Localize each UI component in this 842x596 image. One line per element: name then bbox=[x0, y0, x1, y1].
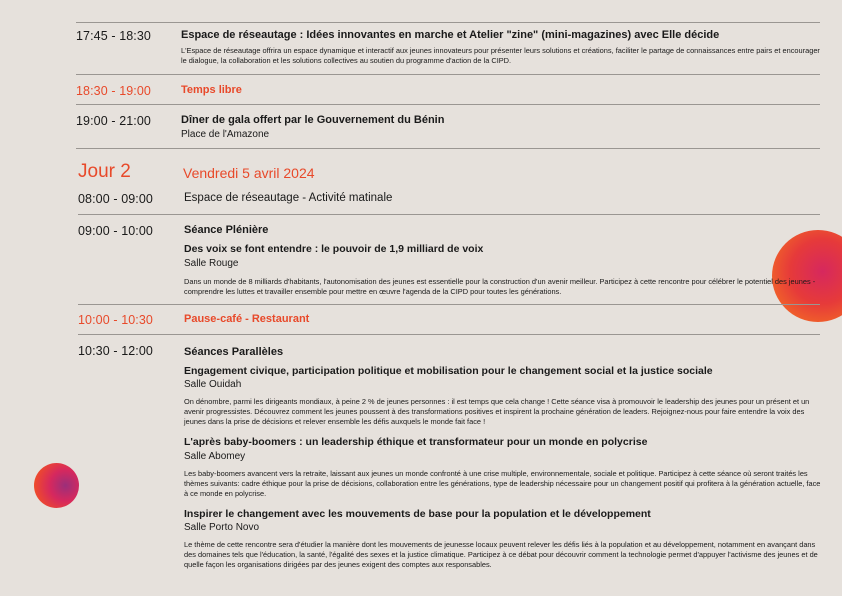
session-title: Temps libre bbox=[181, 84, 242, 96]
time-slot: 10:30 - 12:00 bbox=[78, 344, 153, 358]
session-title: Espace de réseautage - Activité matinale bbox=[184, 192, 393, 204]
divider bbox=[78, 334, 820, 335]
session-title: Dîner de gala offert par le Gouvernement du Bénin bbox=[181, 114, 445, 126]
divider bbox=[78, 214, 820, 215]
session-room: Salle Rouge bbox=[184, 258, 239, 269]
divider bbox=[76, 22, 820, 23]
decorative-gradient-circle-left bbox=[34, 463, 79, 508]
session-title: Séances Parallèles bbox=[184, 346, 284, 358]
time-slot: 18:30 - 19:00 bbox=[76, 84, 151, 98]
day-date: Vendredi 5 avril 2024 bbox=[183, 165, 315, 181]
parallel-session-title: L'après baby-boomers : un leadership éthique et transformateur pour un monde en polycrise bbox=[184, 436, 648, 448]
session-description: Dans un monde de 8 milliards d'habitants, l'autonomisation des jeunes est essentielle pour la construction d'un avenir meilleur. Participez à cette rencontre pour célébrer le potentiel des jeunes - comprendre les luttes et travailler ensemble pour mettre en œuvre l'agenda de la CIPD pour toutes les générations. bbox=[184, 277, 816, 296]
session-title: Séance Plénière bbox=[184, 224, 269, 236]
divider bbox=[76, 104, 820, 105]
time-slot: 10:00 - 10:30 bbox=[78, 313, 153, 327]
session-title: Espace de réseautage : Idées innovantes en marche et Atelier "zine" (mini-magazines) avec Elle décide bbox=[181, 29, 720, 41]
divider bbox=[78, 304, 820, 305]
time-slot: 09:00 - 10:00 bbox=[78, 224, 153, 238]
parallel-session-room: Salle Ouidah bbox=[184, 379, 242, 390]
divider bbox=[76, 148, 820, 149]
divider bbox=[76, 74, 820, 75]
parallel-session-description: On dénombre, parmi les dirigeants mondiaux, à peine 2 % de jeunes personnes : il est temps que cela change ! Cette séance visa à promouvoir le leadership des jeunes pour un présent et un avenir progressistes. Découvrez comment les jeunes poussent à des transformations positives et inspirent la prochaine génération de leaders. Rejoignez-nous pour faire entendre la voix des jeunes dans la prise de décisions et relever ensemble les défis auxquels le monde fait face ! bbox=[184, 397, 810, 426]
session-description: L'Espace de réseautage offrira un espace dynamique et interactif aux jeunes innovateurs pour présenter leurs solutions et créations, faciliter le partage de connaissances entre pairs et encourager le dialogue, la collaboration et les solutions collectives au soutien du programme d'action de la CIPD. bbox=[181, 46, 820, 65]
parallel-session-description: Les baby-boomers avancent vers la retraite, laissant aux jeunes un monde confronté à une crise multiple, environnementale, sociale et politique. Participez à cette séance où seront traités les thèmes suivants: cadre éthique pour la prise de décisions, collaboration entre les générations, type de leadership nécessaire pour un changement positif qui profitera à la génération actuelle, face à ce monde en polycrise. bbox=[184, 469, 821, 498]
parallel-session-title: Engagement civique, participation politique et mobilisation pour le changement social et la justice sociale bbox=[184, 365, 713, 377]
session-title: Pause-café - Restaurant bbox=[184, 313, 310, 325]
day-label: Jour 2 bbox=[78, 161, 131, 182]
parallel-session-room: Salle Abomey bbox=[184, 451, 246, 462]
decorative-gradient-circle-right bbox=[772, 230, 842, 322]
time-slot: 17:45 - 18:30 bbox=[76, 29, 151, 43]
parallel-session-title: Inspirer le changement avec les mouvements de base pour la population et le développement bbox=[184, 508, 651, 520]
parallel-session-room: Salle Porto Novo bbox=[184, 522, 260, 533]
session-location: Place de l'Amazone bbox=[181, 129, 270, 140]
time-slot: 19:00 - 21:00 bbox=[76, 114, 151, 128]
session-subtitle: Des voix se font entendre : le pouvoir de 1,9 milliard de voix bbox=[184, 243, 484, 255]
parallel-session-description: Le thème de cette rencontre sera d'étudier la manière dont les mouvements de jeunesse locaux peuvent relever les défis liés à la population et au développement, notamment en avançant dans des domaines tels que l'éducation, la santé, l'égalité des sexes et la justice climatique. Participez à ce débat pour découvrir comment la technologie permet d'appuyer l'activisme des jeunes et de quelle façon les organisations dirigées par des jeunes exigent des comptes aux responsables. bbox=[184, 540, 818, 569]
time-slot: 08:00 - 09:00 bbox=[78, 192, 153, 206]
